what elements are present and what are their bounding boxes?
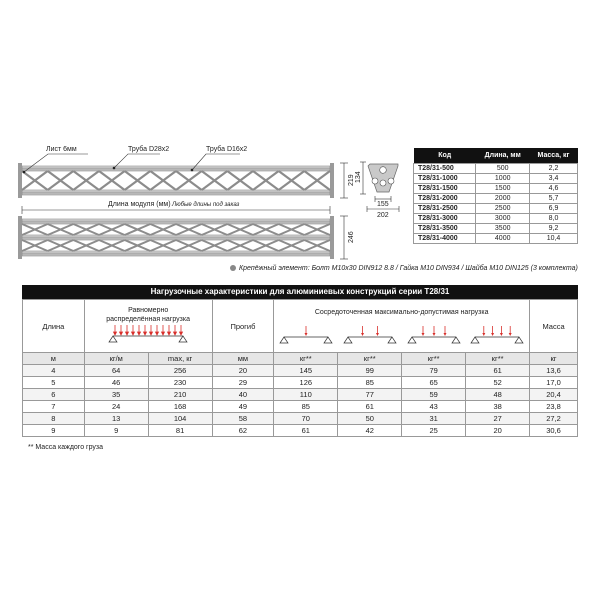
code-cell: T28/31-3500 — [414, 224, 476, 234]
load-cell: 61 — [338, 401, 402, 413]
load-cell: 52 — [466, 377, 530, 389]
code-cell: T28/31-500 — [414, 164, 476, 174]
code-table-row — [414, 214, 578, 224]
code-header: Код — [414, 148, 476, 164]
load-cell: 64 — [84, 365, 148, 377]
load-cell: 77 — [338, 389, 402, 401]
load-cell: 81 — [148, 425, 212, 437]
code-cell: T28/31-2000 — [414, 194, 476, 204]
header-uniform-text: Равномерно распределённая нагрузка — [106, 307, 191, 323]
load-cell: 20 — [466, 425, 530, 437]
unit-cell: кг** — [466, 353, 530, 365]
code-cell: T28/31-4000 — [414, 234, 476, 244]
load-cell: 48 — [466, 389, 530, 401]
load-cell: 62 — [212, 425, 274, 437]
load-cell: 40 — [212, 389, 274, 401]
load-cell: 49 — [212, 401, 274, 413]
load-table-row — [23, 425, 578, 437]
load-cell: 210 — [148, 389, 212, 401]
load-cell: 145 — [274, 365, 338, 377]
code-table-row — [414, 194, 578, 204]
dim-triangle-width: 202 — [377, 212, 389, 219]
code-table — [413, 148, 578, 244]
mass-cell: 4,6 — [530, 184, 578, 194]
load-cell: 104 — [148, 413, 212, 425]
label-tube-brace: Труба D16x2 — [206, 146, 248, 153]
load-cell: 85 — [274, 401, 338, 413]
truss-top-view — [18, 216, 334, 259]
dim-triangle-height: 134 — [355, 171, 362, 183]
length-cell: 4000 — [476, 234, 530, 244]
unit-cell: м — [23, 353, 85, 365]
load-cell: 4 — [23, 365, 85, 377]
length-cell: 1500 — [476, 184, 530, 194]
uniform-load-icon — [103, 324, 193, 344]
load-table-row — [23, 413, 578, 425]
code-table-row — [414, 234, 578, 244]
load-cell: 24 — [84, 401, 148, 413]
mass-cell: 10,4 — [530, 234, 578, 244]
code-cell: T28/31-3000 — [414, 214, 476, 224]
load-cell: 5 — [23, 377, 85, 389]
load-arrow-head — [168, 332, 171, 335]
load-table-title: Нагрузочные характеристики для алюминиевых конструкций серии T28/31 — [22, 285, 578, 299]
load-cell: 59 — [402, 389, 466, 401]
length-cell: 500 — [476, 164, 530, 174]
load-cell: 58 — [212, 413, 274, 425]
load-cell: 27,2 — [530, 413, 578, 425]
length-cell: 1000 — [476, 174, 530, 184]
load-cell: 126 — [274, 377, 338, 389]
code-table-row — [414, 174, 578, 184]
load-arrow-head — [180, 332, 183, 335]
label-tube-main: Труба D28x2 — [128, 146, 170, 153]
header-point-load — [274, 300, 530, 353]
load-cell: 23,8 — [530, 401, 578, 413]
units-row — [23, 353, 578, 365]
code-table-row — [414, 204, 578, 214]
load-arrow-head — [114, 332, 117, 335]
load-cell: 256 — [148, 365, 212, 377]
unit-cell: кг** — [402, 353, 466, 365]
load-cell: 9 — [84, 425, 148, 437]
load-cell: 27 — [466, 413, 530, 425]
unit-cell: мм — [212, 353, 274, 365]
mass-cell: 2,2 — [530, 164, 578, 174]
point-load-icon — [278, 325, 334, 345]
unit-cell: кг/м — [84, 353, 148, 365]
load-cell: 31 — [402, 413, 466, 425]
code-cell: T28/31-2500 — [414, 204, 476, 214]
load-cell: 20,4 — [530, 389, 578, 401]
load-cell: 61 — [274, 425, 338, 437]
load-cell: 46 — [84, 377, 148, 389]
mass-cell: 6,9 — [530, 204, 578, 214]
load-cell: 79 — [402, 365, 466, 377]
unit-cell: кг — [530, 353, 578, 365]
load-arrow-head — [138, 332, 141, 335]
footnote: ** Масса каждого груза — [28, 444, 104, 451]
load-arrow-head — [144, 332, 147, 335]
load-cell: 38 — [466, 401, 530, 413]
fastener-note-text: Крепёжный элемент: Болт M10x30 DIN912 8.8 / Гайка M10 DIN934 / Шайба M10 DIN125 (3 комплекта) — [239, 265, 578, 272]
load-cell: 9 — [23, 425, 85, 437]
load-cell: 61 — [466, 365, 530, 377]
header-uniform-load — [84, 300, 212, 353]
load-cell: 7 — [23, 401, 85, 413]
load-arrow-head — [132, 332, 135, 335]
load-cell: 20 — [212, 365, 274, 377]
mass-cell: 5,7 — [530, 194, 578, 204]
header-length: Длина — [23, 300, 85, 353]
length-cell: 3500 — [476, 224, 530, 234]
mass-cell: 8,0 — [530, 214, 578, 224]
load-arrow-head — [150, 332, 153, 335]
length-cell: 3000 — [476, 214, 530, 224]
label-any-length: Любые длины под заказ — [172, 202, 240, 208]
code-cell: T28/31-1000 — [414, 174, 476, 184]
header-deflection: Прогиб — [212, 300, 274, 353]
load-cell: 30,6 — [530, 425, 578, 437]
label-module-length: Длина модуля (мм) — [108, 201, 171, 208]
dim-height-top: 246 — [348, 231, 355, 243]
load-table-row — [23, 377, 578, 389]
load-table-row — [23, 389, 578, 401]
mass-cell: 3,4 — [530, 174, 578, 184]
length-cell: 2500 — [476, 204, 530, 214]
load-arrow-head — [162, 332, 165, 335]
load-cell: 8 — [23, 413, 85, 425]
header-mass: Масса — [530, 300, 578, 353]
load-cell: 29 — [212, 377, 274, 389]
load-table-row — [23, 401, 578, 413]
dim-triangle-inner: 155 — [377, 201, 389, 208]
load-cell: 42 — [338, 425, 402, 437]
point-load-icon — [342, 325, 398, 345]
length-cell: 2000 — [476, 194, 530, 204]
point-load-icon — [469, 325, 525, 345]
load-arrow-head — [156, 332, 159, 335]
load-cell: 70 — [274, 413, 338, 425]
code-cell: T28/31-1500 — [414, 184, 476, 194]
load-cell: 43 — [402, 401, 466, 413]
unit-cell: кг** — [338, 353, 402, 365]
load-arrow-head — [120, 332, 123, 335]
load-arrow-head — [126, 332, 129, 335]
code-table-row — [414, 184, 578, 194]
unit-cell: max, кг — [148, 353, 212, 365]
triangle-end-plate — [368, 164, 398, 192]
load-cell: 168 — [148, 401, 212, 413]
load-cell: 230 — [148, 377, 212, 389]
load-cell: 85 — [338, 377, 402, 389]
load-cell: 13 — [84, 413, 148, 425]
label-sheet: Лист 6мм — [46, 146, 77, 153]
load-cell: 65 — [402, 377, 466, 389]
mass-cell: 9,2 — [530, 224, 578, 234]
truss-side-view — [18, 163, 334, 198]
load-cell: 50 — [338, 413, 402, 425]
load-cell: 17,0 — [530, 377, 578, 389]
load-table-row — [23, 365, 578, 377]
code-table-row — [414, 224, 578, 234]
load-table — [22, 299, 578, 437]
load-cell: 110 — [274, 389, 338, 401]
load-cell: 13,6 — [530, 365, 578, 377]
dim-height-side: 219 — [348, 174, 355, 186]
header-point-text: Сосредоточенная максимально-допустимая нагрузка — [314, 308, 489, 316]
load-arrow-head — [174, 332, 177, 335]
point-load-icon — [406, 325, 462, 345]
fastener-note — [230, 265, 578, 272]
load-cell: 6 — [23, 389, 85, 401]
load-cell: 99 — [338, 365, 402, 377]
load-cell: 35 — [84, 389, 148, 401]
unit-cell: кг** — [274, 353, 338, 365]
mass-header: Масса, кг — [530, 148, 578, 164]
load-cell: 25 — [402, 425, 466, 437]
bullet-dot-icon — [230, 265, 236, 271]
code-table-row — [414, 164, 578, 174]
length-header: Длина, мм — [476, 148, 530, 164]
